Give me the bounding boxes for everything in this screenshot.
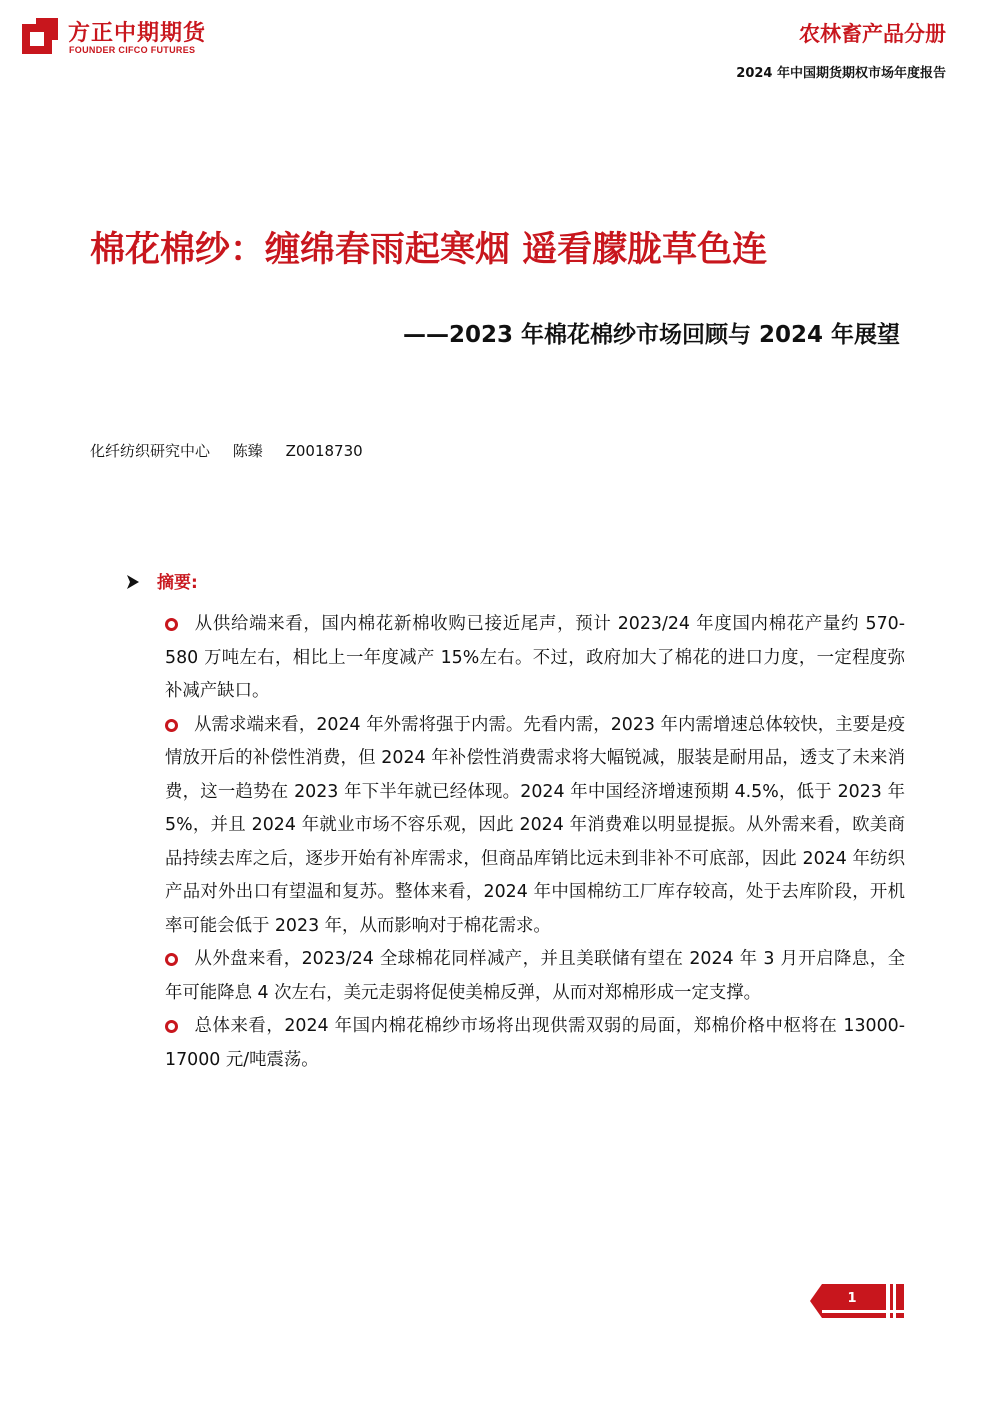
abstract-bullet — [165, 943, 905, 1010]
abstract-heading-label: 摘要: — [157, 573, 198, 593]
abstract-bullet-text: 从需求端来看，2024 年外需将强于内需。先看内需，2023 年内需增速总体较快，主要是疫情放开后的补偿性消费，但 2024 年补偿性消费需求将大幅锐减，服装是耐用品，透支了未来消费，这一趋势在 2023 年下半年就已经体现。2024 年中国经济增速预期 4.5%，低于 2023 年 5%，并且 2024 年就业市场不容乐观，因此 2024 年消费难以明显提振。从外需来看，欧美商品持续去库之后，逐步开始有补库需求，但商品库销比远未到非补不可底部，因此 2024 年纺织产品对外出口有望温和复苏。整体来看，2024 年中国棉纺工厂库存较高，处于去库阶段，开机率可能会低于 2023 年，从而影响对于棉花需求。 — [165, 714, 905, 936]
circle-bullet-icon — [165, 953, 178, 966]
abstract-heading — [127, 568, 198, 593]
arrow-right-icon — [127, 575, 139, 589]
brand-name-cn: 方正中期期货 — [68, 21, 207, 46]
author-department: 化纤纺织研究中心 — [90, 442, 211, 460]
abstract-bullet-text: 从外盘来看，2023/24 全球棉花同样减产，并且美联储有望在 2024 年 3 月开启降息，全年可能降息 4 次左右，美元走弱将促使美棉反弹，从而对郑棉形成一定支撑。 — [165, 949, 905, 1003]
author-name: 陈臻 — [232, 442, 263, 460]
circle-bullet-icon — [165, 618, 178, 631]
abstract-bullet-text: 从供给端来看，国内棉花新棉收购已接近尾声，预计 2023/24 年度国内棉花产量约 570-580 万吨左右，相比上一年度减产 15%左右。不过，政府加大了棉花的进口力度，一定程度弥补减产缺口。 — [165, 614, 905, 701]
brand-name-en: FOUNDER CIFCO FUTURES — [69, 45, 196, 55]
header-section-title: 农林畜产品分册 — [799, 22, 946, 46]
document-subtitle: ——2023 年棉花棉纱市场回顾与 2024 年展望 — [402, 322, 900, 348]
page-number: 1 — [847, 1291, 857, 1306]
abstract-body — [165, 608, 905, 1077]
abstract-bullet-text: 总体来看，2024 年国内棉花棉纱市场将出现供需双弱的局面，郑棉价格中枢将在 13000-17000 元/吨震荡。 — [165, 1016, 905, 1070]
brand-logo — [22, 14, 242, 60]
author-license: Z0018730 — [285, 442, 363, 460]
author-line — [90, 440, 381, 461]
circle-bullet-icon — [165, 1020, 178, 1033]
founder-logo-icon — [22, 18, 58, 54]
header-report-title: 2024 年中国期货期权市场年度报告 — [736, 66, 946, 81]
abstract-bullet — [165, 608, 905, 709]
document-title: 棉花棉纱：缠绵春雨起寒烟 遥看朦胧草色连 — [90, 230, 768, 270]
abstract-bullet — [165, 709, 905, 944]
circle-bullet-icon — [165, 719, 178, 732]
abstract-bullet — [165, 1010, 905, 1077]
